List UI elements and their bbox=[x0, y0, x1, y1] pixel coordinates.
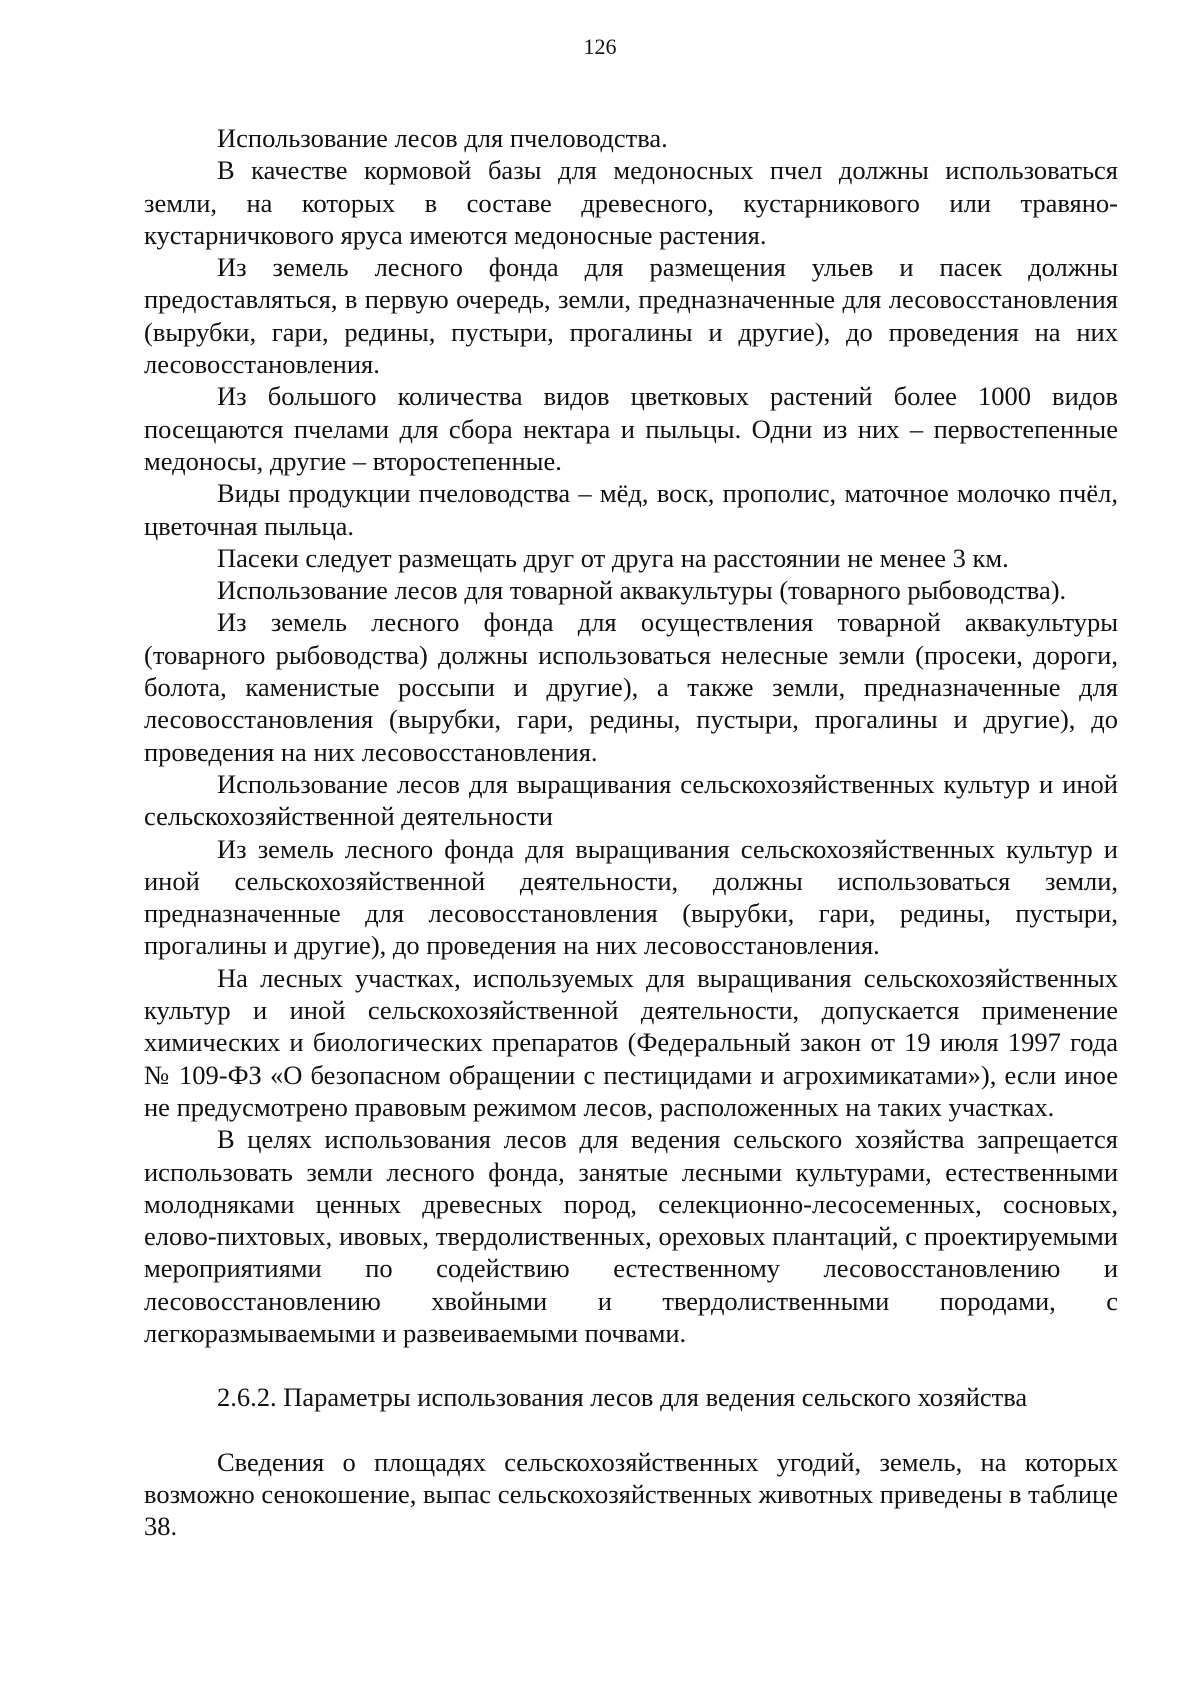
paragraph-aquaculture-title: Использование лесов для товарной аквакультуры (товарного рыбоводства). bbox=[217, 575, 1067, 606]
paragraph-flowering-plants: Из большого количества видов цветковых растений более 1000 видов посещаются пчелами для сбора нектара и пыльцы. Одни из них – первостепенные медоносы, другие – второстепенные. bbox=[144, 381, 1118, 476]
page-number: 126 bbox=[583, 34, 617, 59]
document-body bbox=[144, 122, 1118, 1542]
section-intro: Сведения о площадях сельскохозяйственных угодий, земель, на которых возможно сенокошение, выпас сельскохозяйственных животных приведены в таблице 38. bbox=[144, 1446, 1118, 1542]
paragraph-hive-placement: Из земель лесного фонда для размещения ульев и пасек должны предоставляться, в первую очередь, земли, предназначенные для лесовосстановления (вырубки, гари, редины, пустыри, прогалины и другие), до проведения на них лесовосстановления. bbox=[144, 252, 1118, 380]
paragraph-forage-base: В качестве кормовой базы для медоносных пчел должны использоваться земли, на которых в составе древесного, кустарникового или травяно-кустарничкового яруса имеются медоносные растения. bbox=[144, 155, 1118, 250]
paragraph-bee-products: Виды продукции пчеловодства – мёд, воск, прополис, маточное молочко пчёл, цветочная пыльца. bbox=[144, 478, 1118, 541]
paragraph-aquaculture-lands: Из земель лесного фонда для осуществления товарной аквакультуры (товарного рыбоводства) должны использоваться нелесные земли (просеки, дороги, болота, каменистые россыпи и другие), а также земли, предназначенные для лесовосстановления (вырубки, гари, редины, пустыри, прогалины и другие), до проведения на них лесовосстановления. bbox=[144, 607, 1118, 767]
paragraph-agriculture-lands: Из земель лесного фонда для выращивания сельскохозяйственных культур и иной сельскохозяйственной деятельности, должны использоваться земли, предназначенные для лесовосстановления (вырубки, гари, редины, пустыри, прогалины и другие), до проведения на них лесовосстановления. bbox=[144, 833, 1118, 961]
paragraph-prohibitions: В целях использования лесов для ведения сельского хозяйства запрещается использовать земли лесного фонда, занятые лесными культурами, естественными молодняками ценных древесных пород, селекционно-лесосеменных, сосновых, елово-пихтовых, ивовых, твердолиственных, ореховых плантаций, с проектируемыми мероприятиями по содействию естественному лесовосстановлению и лесовосстановлению хвойными и твердолиственными породами, с легкоразмываемыми и развеиваемыми почвами. bbox=[144, 1124, 1118, 1348]
section-heading: 2.6.2. Параметры использования лесов для ведения сельского хозяйства bbox=[217, 1382, 1028, 1413]
paragraph-beekeeping-title: Использование лесов для пчеловодства. bbox=[217, 123, 668, 153]
paragraph-chemicals: На лесных участках, используемых для выращивания сельскохозяйственных культур и иной сельскохозяйственной деятельности, допускается применение химических и биологических препаратов (Федеральный закон от 19 июля 1997 года № 109-ФЗ «О безопасном обращении с пестицидами и агрохимикатами»), если иное не предусмотрено правовым режимом лесов, расположенных на таких участках. bbox=[144, 962, 1118, 1122]
paragraph-agriculture-title: Использование лесов для выращивания сельскохозяйственных культур и иной сельскохозяйственной деятельности bbox=[144, 768, 1118, 832]
paragraph-apiary-distance: Пасеки следует размещать друг от друга на расстоянии не менее 3 км. bbox=[217, 542, 1009, 573]
